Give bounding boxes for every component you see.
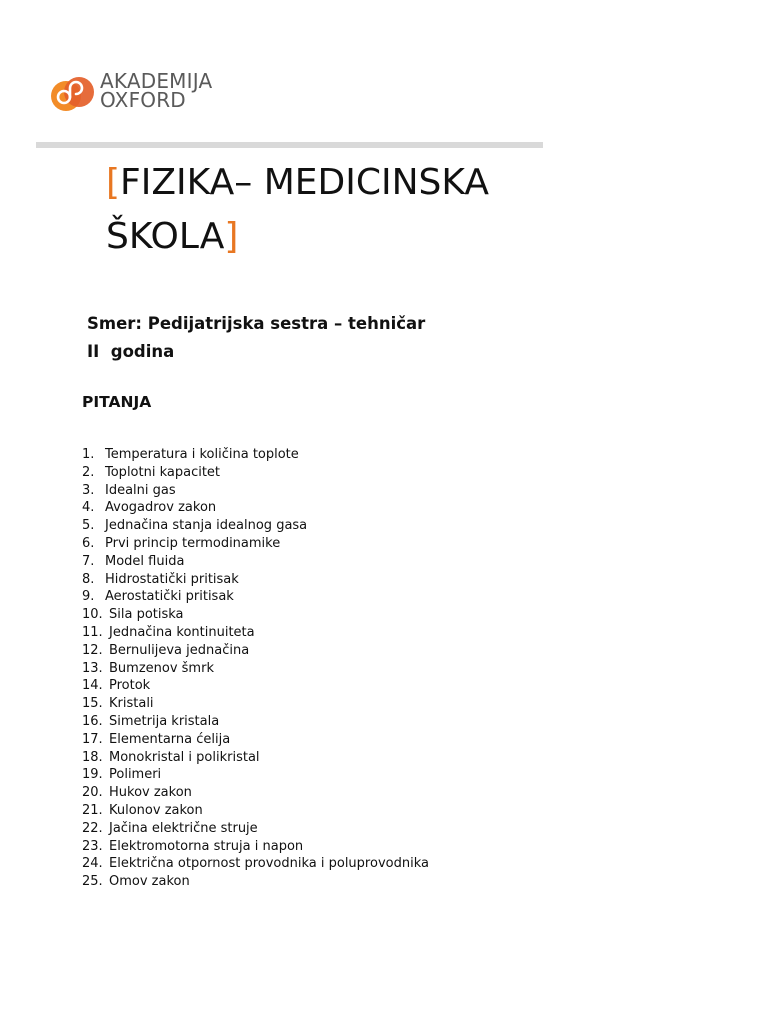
list-item — [82, 499, 429, 517]
question-number: 1. — [82, 447, 95, 462]
question-number: 5. — [82, 518, 95, 534]
question-text: Idealni gas — [105, 482, 176, 498]
list-item — [82, 624, 429, 642]
question-text: Toplotni kapacitet — [105, 464, 221, 480]
question-number: 19. — [82, 767, 103, 783]
question-text: Hukov zakon — [109, 785, 192, 801]
question-text: Jednačina stanja idealnog gasa — [105, 518, 308, 534]
question-number: 4. — [82, 500, 95, 516]
question-text: Model fluida — [105, 553, 185, 569]
question-text: Protok — [109, 678, 151, 694]
question-text: Omov zakon — [109, 874, 190, 890]
list-item — [82, 873, 429, 891]
list-item — [82, 749, 429, 767]
page-title — [106, 156, 546, 264]
question-text: Prvi princip termodinamike — [105, 535, 281, 551]
question-number: 3. — [82, 482, 95, 498]
title-line-2: ŠKOLA — [106, 216, 225, 257]
list-item — [82, 517, 429, 535]
list-item — [82, 713, 429, 731]
question-number: 2. — [82, 464, 95, 480]
questions-list — [82, 446, 429, 891]
question-number: 21. — [82, 802, 103, 818]
question-text: Monokristal i polikristal — [109, 749, 260, 765]
question-text: Kristali — [109, 696, 154, 712]
list-item — [82, 588, 429, 606]
question-number: 15. — [82, 696, 103, 712]
title-close-bracket: ] — [224, 216, 239, 257]
question-text: Kulonov zakon — [109, 802, 203, 818]
list-item — [82, 731, 429, 749]
question-text: Temperatura i količina toplote — [105, 447, 299, 462]
question-text: Elementarna ćelija — [109, 731, 231, 747]
question-text: Bernulijeva jednačina — [109, 642, 250, 658]
logo-line-1: AKADEMIJA — [100, 69, 213, 93]
logo-wordmark — [100, 69, 213, 112]
list-item — [82, 784, 429, 802]
question-number: 14. — [82, 678, 103, 694]
question-number: 23. — [82, 838, 103, 854]
list-item — [82, 677, 429, 695]
question-text: Aerostatički pritisak — [105, 589, 234, 605]
list-item — [82, 802, 429, 820]
question-number: 20. — [82, 785, 103, 801]
question-text: Simetrija kristala — [109, 713, 220, 729]
question-number: 25. — [82, 874, 103, 890]
question-text: Jačina električne struje — [109, 820, 258, 836]
list-item — [82, 553, 429, 571]
question-number: 10. — [82, 607, 103, 623]
list-item — [82, 535, 429, 553]
subtitle-block — [87, 310, 425, 366]
list-item — [82, 820, 429, 838]
title-open-bracket: [ — [106, 162, 121, 203]
question-text: Elektromotorna struja i napon — [109, 838, 304, 854]
header-divider — [36, 142, 543, 148]
question-number: 8. — [82, 571, 95, 587]
question-text: Polimeri — [109, 767, 162, 783]
question-text: Električna otpornost provodnika i poluprovodnika — [109, 856, 429, 872]
list-item — [82, 855, 429, 873]
question-number: 13. — [82, 660, 103, 676]
list-item — [82, 606, 429, 624]
list-item — [82, 642, 429, 660]
smer-text: Smer: Pedijatrijska sestra – tehničar — [87, 314, 426, 333]
question-number: 11. — [82, 624, 103, 640]
list-item — [82, 446, 429, 464]
question-number: 9. — [82, 589, 95, 605]
godina-text: II godina — [87, 342, 175, 361]
question-number: 12. — [82, 642, 103, 658]
question-text: Sila potiska — [109, 607, 184, 623]
question-number: 16. — [82, 713, 103, 729]
question-number: 18. — [82, 749, 103, 765]
list-item — [82, 660, 429, 678]
title-line-1: FIZIKA– MEDICINSKA — [120, 162, 489, 203]
question-text: Jednačina kontinuiteta — [109, 624, 255, 640]
question-number: 17. — [82, 731, 103, 747]
section-heading: PITANJA — [82, 393, 152, 411]
question-text: Bumzenov šmrk — [109, 660, 214, 676]
logo-line-2: OXFORD — [100, 88, 186, 112]
question-text: Hidrostatički pritisak — [105, 571, 239, 587]
list-item — [82, 695, 429, 713]
list-item — [82, 838, 429, 856]
list-item — [82, 464, 429, 482]
question-number: 24. — [82, 856, 103, 872]
question-number: 6. — [82, 535, 95, 551]
question-number: 22. — [82, 820, 103, 836]
list-item — [82, 766, 429, 784]
question-text: Avogadrov zakon — [105, 500, 217, 516]
list-item — [82, 482, 429, 500]
list-item — [82, 571, 429, 589]
akademija-oxford-logo — [50, 69, 225, 116]
question-number: 7. — [82, 553, 95, 569]
logo-mark-icon — [50, 72, 96, 116]
